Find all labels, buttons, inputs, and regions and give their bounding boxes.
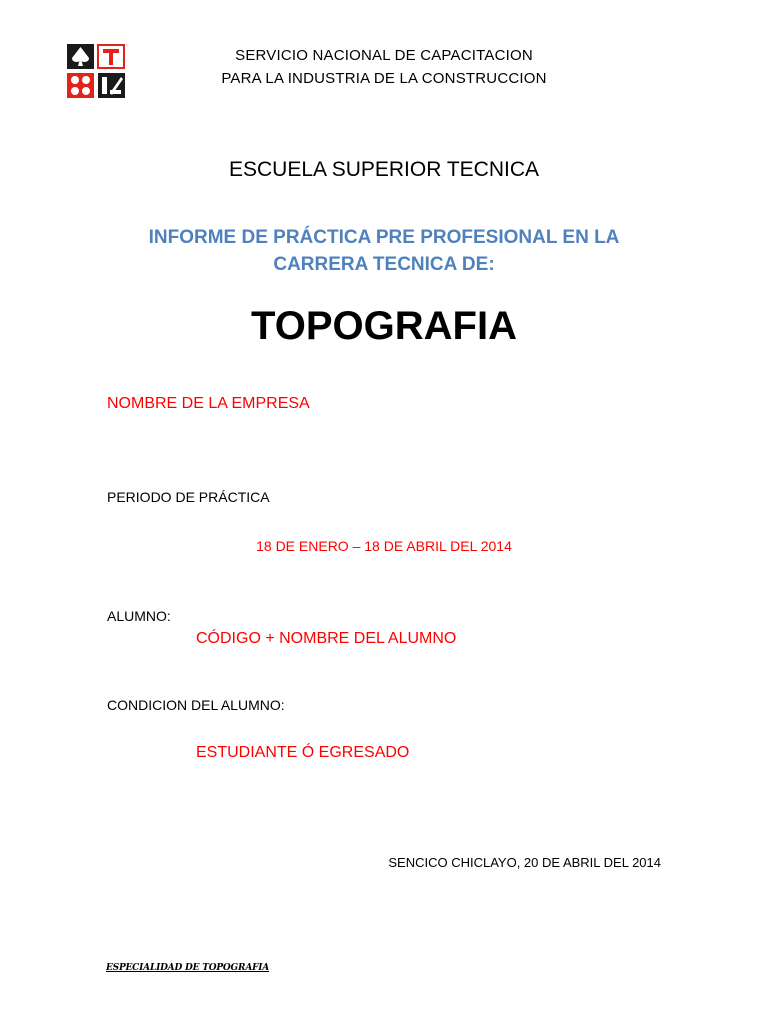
condition-value: ESTUDIANTE Ó EGRESADO <box>196 744 410 761</box>
place-date: SENCICO CHICLAYO, 20 DE ABRIL DEL 2014 <box>388 855 661 870</box>
report-title-line1: INFORME DE PRÁCTICA PRE PROFESIONAL EN LA <box>148 227 620 248</box>
footer-specialty: ESPECIALIDAD DE TOPOGRAFIA <box>106 963 270 973</box>
school-title: ESCUELA SUPERIOR TECNICA <box>228 158 540 181</box>
condition-label: CONDICION DEL ALUMNO: <box>107 697 285 713</box>
company-name-placeholder: NOMBRE DE LA EMPRESA <box>107 395 310 412</box>
period-label: PERIODO DE PRÁCTICA <box>107 489 270 505</box>
period-value: 18 DE ENERO – 18 DE ABRIL DEL 2014 <box>256 538 512 554</box>
institution-name-line1: SERVICIO NACIONAL DE CAPACITACION <box>235 47 533 64</box>
report-title-line2: CARRERA TECNICA DE: <box>273 254 495 275</box>
student-label: ALUMNO: <box>107 608 171 624</box>
student-value: CÓDIGO + NOMBRE DEL ALUMNO <box>196 630 457 647</box>
career-title: TOPOGRAFIA <box>251 304 517 348</box>
institution-name-line2: PARA LA INDUSTRIA DE LA CONSTRUCCION <box>221 70 547 87</box>
